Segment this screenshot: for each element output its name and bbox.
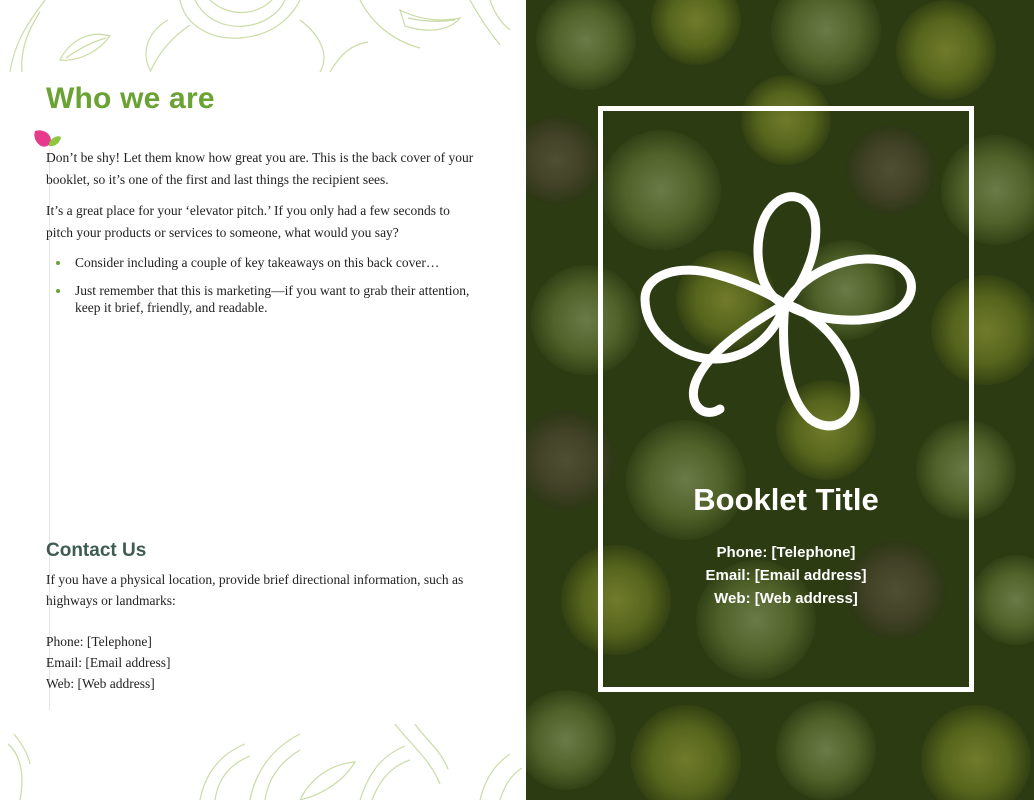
cover-phone: Phone: [Telephone] [716,544,856,561]
contact-email: Email: [Email address] [46,655,171,670]
list-item-text: Just remember that this is marketing—if you want to grab their attention, keep it brief, friendly, and readable. [75,283,470,315]
front-cover-page [526,0,1034,800]
contact-us-heading: Contact Us [46,540,147,561]
contact-description: If you have a physical location, provide brief directional information, such as highways or landmarks: [46,572,464,608]
cover-email: Email: [Email address] [705,567,867,584]
cover-web: Web: [Web address] [714,590,858,607]
contact-web: Web: [Web address] [46,676,155,691]
takeaway-list [56,254,476,327]
list-item [56,254,476,271]
intro-paragraph: Don’t be shy! Let them know how great you are. This is the back cover of your booklet, so it’s one of the first and last things the recipient sees. [46,150,474,187]
bullet-dot-icon [56,261,60,265]
floral-line-art-top [0,0,526,72]
bullet-dot-icon [56,289,60,293]
list-item [56,282,476,316]
elevator-pitch-paragraph: It’s a great place for your ‘elevator pitch.’ If you only had a few seconds to pitch your products or services to someone, what would you say? [46,203,450,240]
flower-logo-icon [640,184,930,446]
booklet-title: Booklet Title [693,482,879,517]
floral-line-art-bottom [0,724,526,800]
list-item-text: Consider including a couple of key takeaways on this back cover… [75,255,440,270]
contact-phone: Phone: [Telephone] [46,634,152,649]
who-we-are-heading: Who we are [46,82,215,115]
